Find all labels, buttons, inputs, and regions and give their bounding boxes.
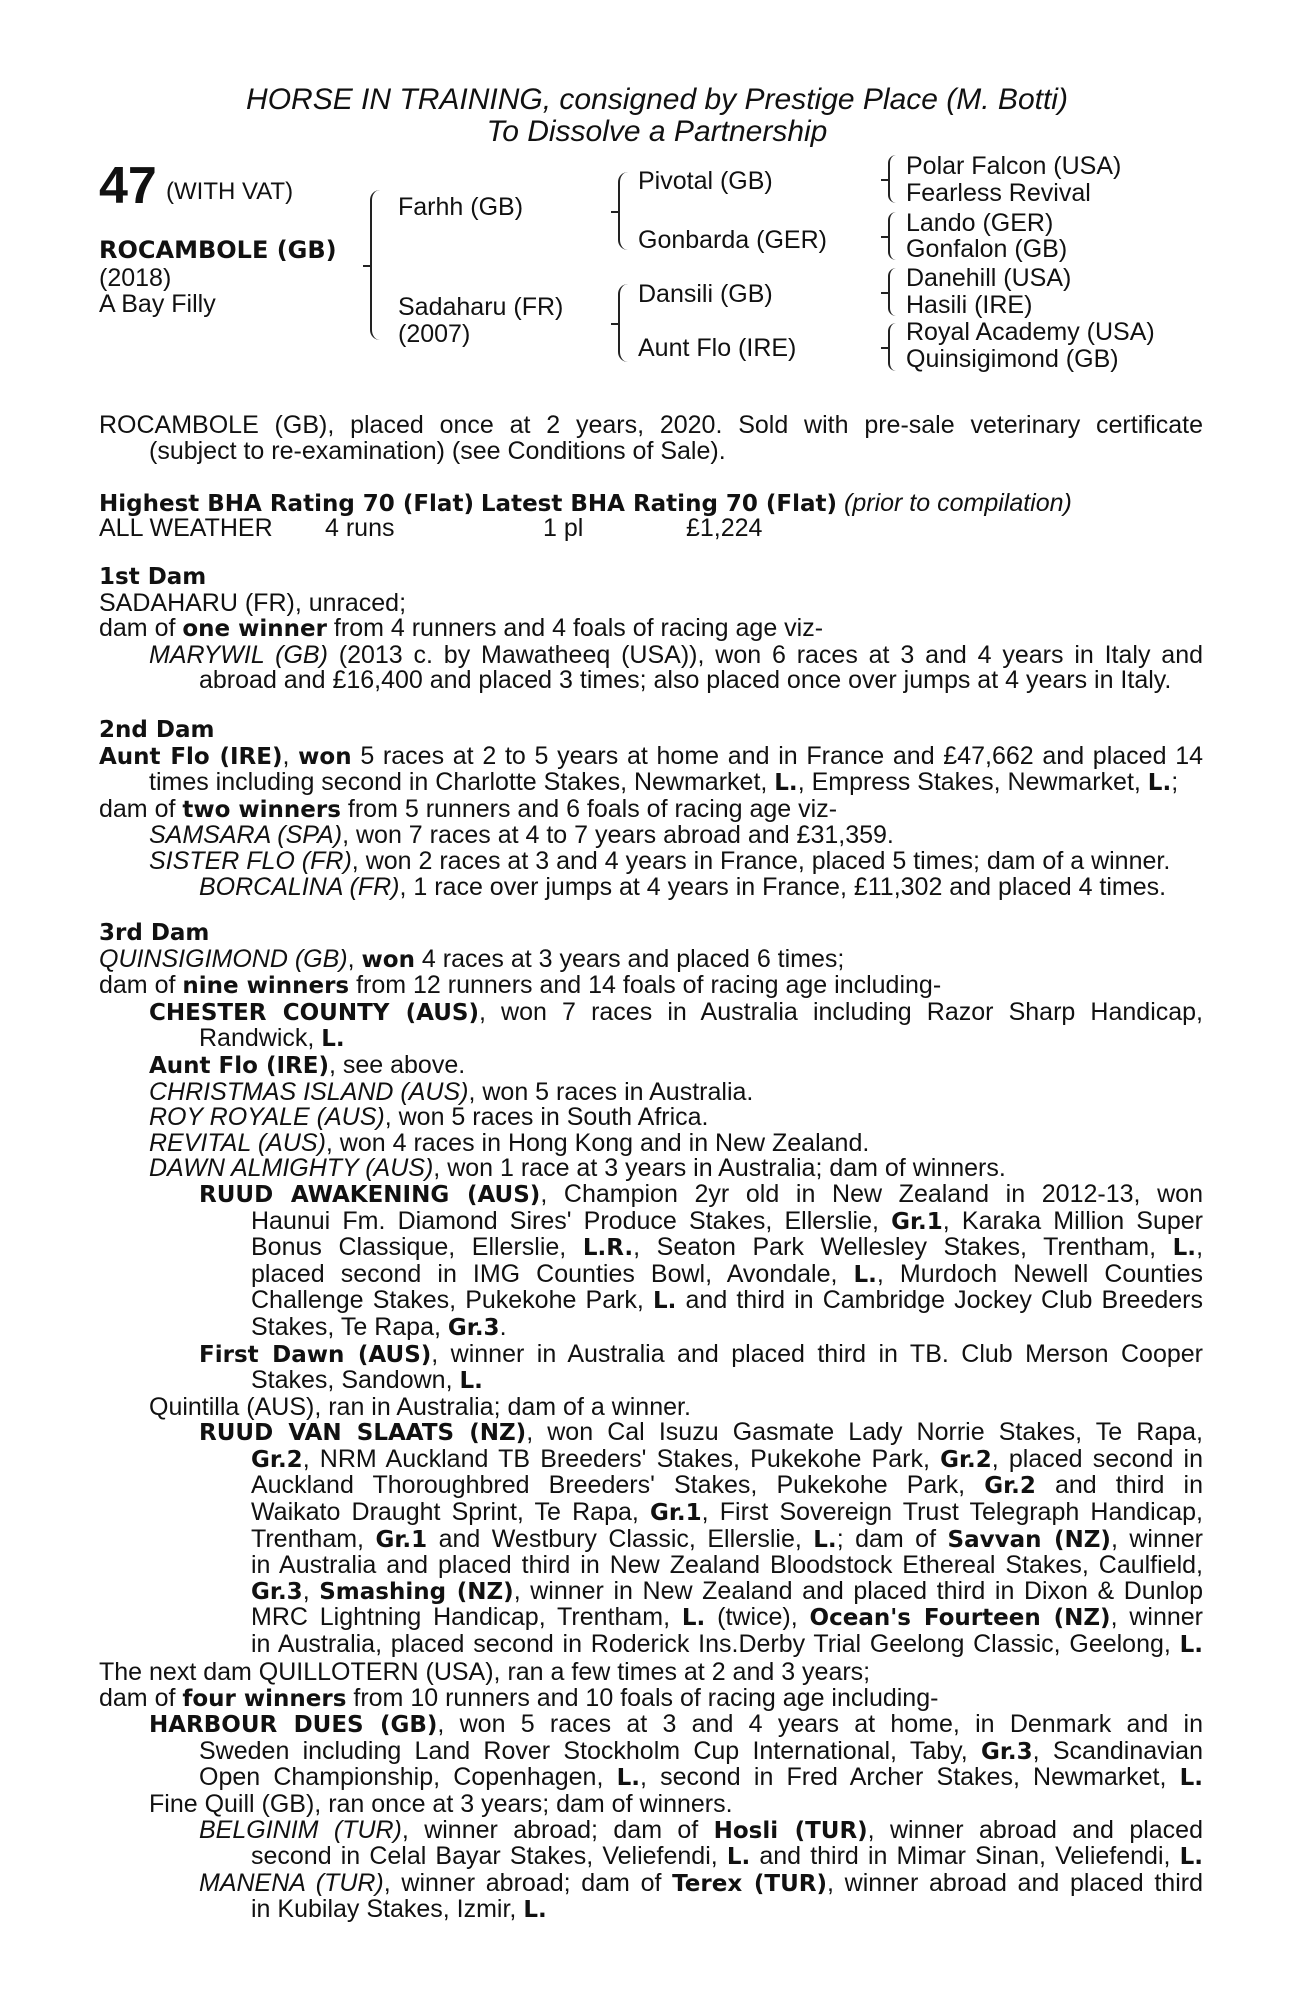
produce-line — [99, 1339, 1203, 1369]
text-run: , 1 race over jumps at 4 years in France, £11,302 and placed 4 times. — [399, 872, 1167, 901]
produce-line — [99, 1128, 1203, 1157]
text-run: REVITAL (AUS) — [149, 1128, 326, 1157]
produce-line — [99, 872, 1203, 901]
summary-line: (subject to re-examination) (see Conditions of Sale). — [149, 436, 726, 465]
rating-highest: Highest BHA Rating 70 (Flat) — [99, 491, 474, 517]
produce-line — [99, 997, 1203, 1027]
dam-line — [99, 770, 1203, 797]
text-run: (twice), — [705, 1603, 810, 1632]
pedigree-sire: Farhh (GB) — [398, 193, 524, 221]
text-run: , won 4 races in Hong Kong and in New Zealand. — [325, 1128, 870, 1157]
text-run: DAWN ALMIGHTY (AUS) — [149, 1154, 434, 1183]
text-run: L. — [1179, 1765, 1203, 1792]
third-dam-section — [99, 921, 1203, 1659]
text-run: from 12 runners and 14 foals of racing age including- — [349, 971, 942, 1000]
produce-line — [99, 1524, 1203, 1554]
text-run: L. — [1179, 1844, 1203, 1871]
pedigree-sds: Lando (GER) — [906, 209, 1054, 237]
pedigree-ssd: Fearless Revival — [906, 179, 1091, 207]
pedigree-dss: Danehill (USA) — [906, 264, 1072, 292]
performance-summary — [99, 413, 1203, 464]
produce-line — [99, 1712, 1203, 1739]
text-run: L.R. — [582, 1235, 634, 1262]
dam-line — [99, 794, 1203, 824]
text-run: and Westbury Classic, Ellerslie, — [427, 1524, 814, 1553]
text-run: , winner abroad and placed — [867, 1815, 1203, 1844]
pedigree-brace — [370, 190, 380, 340]
dam-line: The next dam QUILLOTERN (USA), ran a few times at 2 and 3 years; — [99, 1658, 871, 1686]
text-run: (2013 c. by Mawatheeq (USA)), won 6 races at 3 and 4 years in Italy and — [327, 640, 1203, 669]
text-run: Trentham, — [251, 1524, 376, 1553]
first-dam-section — [99, 565, 1203, 694]
text-run: nine winners — [182, 973, 350, 1000]
pedigree-brace — [888, 212, 896, 260]
text-run: L. — [853, 1261, 877, 1288]
text-run: , — [347, 944, 362, 973]
text-run: Terex (TUR) — [672, 1870, 828, 1897]
text-run: Gr.3 — [980, 1738, 1033, 1765]
produce-line — [99, 1500, 1203, 1527]
pedigree-brace — [888, 268, 896, 316]
text-run: , won 7 races in Australia including Razor Sharp Handicap, — [478, 997, 1203, 1026]
text-run: Hosli (TUR) — [713, 1817, 868, 1844]
text-run: SISTER FLO (FR) — [149, 846, 352, 875]
produce-line — [99, 1576, 1203, 1606]
produce-line: Quintilla (AUS), ran in Australia; dam of a winner. — [149, 1392, 691, 1421]
produce-line — [99, 1235, 1203, 1262]
produce-line — [99, 1473, 1203, 1500]
produce-line — [99, 1312, 1203, 1342]
text-run: second in Celal Bayar Stakes, Veliefendi, — [251, 1842, 727, 1871]
produce-line — [99, 1632, 1203, 1659]
produce-line — [99, 1605, 1203, 1632]
produce-line — [99, 1868, 1203, 1898]
text-run: Stakes, Sandown, — [251, 1366, 460, 1395]
text-run: MRC Lightning Handicap, Trentham, — [251, 1603, 682, 1632]
text-run: RUUD VAN SLAATS (NZ) — [199, 1420, 527, 1447]
pedigree-brace — [618, 172, 628, 250]
dam-line — [99, 741, 1203, 771]
record-placed: 1 pl — [543, 514, 584, 542]
text-run: from 10 runners and 10 foals of racing age including- — [346, 1683, 939, 1712]
pedigree-dam-sire: Dansili (GB) — [638, 280, 773, 308]
text-run: , winner in New Zealand and placed third in Dixon & Dunlop — [513, 1576, 1203, 1605]
pedigree-brace — [618, 284, 628, 362]
text-run: Ocean's Fourteen (NZ) — [809, 1605, 1111, 1632]
text-run: , won 5 races in South Africa. — [384, 1103, 709, 1132]
text-run: L. — [616, 1765, 640, 1792]
text-run: , First Sovereign Trust Telegraph Handicap, — [701, 1498, 1203, 1527]
produce-line — [99, 1736, 1203, 1766]
horse-name: ROCAMBOLE (GB) — [99, 236, 337, 264]
text-run: Savvan (NZ) — [947, 1526, 1111, 1553]
lot-number: 47 — [99, 157, 157, 215]
text-run: , winner abroad and placed third — [827, 1868, 1203, 1897]
produce-line: in Australia and placed third in New Zealand Bloodstock Ethereal Stakes, Caulfield, — [251, 1551, 1203, 1580]
pedigree-sire-sire: Pivotal (GB) — [638, 167, 773, 195]
text-run: from 4 runners and 4 foals of racing age viz- — [326, 614, 824, 643]
text-run: SAMSARA (SPA) — [149, 821, 343, 850]
text-run: Haunui Fm. Diamond Sires' Produce Stakes, Ellerslie, — [251, 1206, 892, 1235]
produce-line — [99, 1815, 1203, 1845]
pedigree-sss: Polar Falcon (USA) — [906, 152, 1122, 180]
text-run: dam of — [99, 1683, 183, 1712]
text-run: L. — [1147, 770, 1172, 797]
lot-vat-note: (WITH VAT) — [166, 178, 294, 205]
text-run: , won 2 races at 3 and 4 years in France, placed 5 times; dam of a winner. — [351, 846, 1171, 875]
text-run: L. — [653, 1288, 677, 1315]
produce-line — [99, 1050, 1203, 1080]
dam-line — [99, 1683, 1203, 1713]
text-run: from 5 runners and 6 foals of racing age viz- — [340, 794, 838, 823]
pedigree-dds: Royal Academy (USA) — [906, 318, 1155, 346]
record-earnings: £1,224 — [686, 514, 763, 542]
text-run: Randwick, — [199, 1024, 322, 1053]
text-run: Gr.3 — [447, 1314, 500, 1341]
text-run: Gr.2 — [984, 1473, 1036, 1500]
pedigree-sire-dam: Gonbarda (GER) — [638, 226, 827, 254]
text-run: Sweden including Land Rover Stockholm Cup International, Taby, — [199, 1736, 981, 1765]
rating-latest: Latest BHA Rating 70 (Flat) — [480, 491, 838, 517]
text-run: , won Cal Isuzu Gasmate Lady Norrie Stakes, Te Rapa, — [526, 1418, 1203, 1447]
record-runs: 4 runs — [325, 514, 395, 542]
text-run: and third in — [1035, 1471, 1203, 1500]
text-run: Auckland Thoroughbred Breeders' Stakes, Pukekohe Park, — [251, 1471, 985, 1500]
text-run: and third in Cambridge Jockey Club Breeders — [676, 1286, 1203, 1315]
text-run: dam of — [99, 794, 183, 823]
text-run: L. — [774, 770, 798, 797]
produce-line — [99, 1444, 1203, 1474]
text-run: MARYWIL (GB) — [149, 640, 328, 669]
page-header-subtitle: To Dissolve a Partnership — [486, 115, 828, 148]
text-run: , winner — [1110, 1603, 1203, 1632]
text-run: in Australia, placed second in Roderick Ins.Derby Trial Geelong Classic, Geelong, — [251, 1630, 1180, 1659]
produce-line: abroad and £16,400 and placed 3 times; also placed once over jumps at 4 years in Italy. — [199, 666, 1172, 695]
produce-line — [99, 1844, 1203, 1871]
text-run: Gr.2 — [940, 1446, 992, 1473]
text-run: Waikato Draught Sprint, Te Rapa, — [251, 1498, 650, 1527]
text-run: . — [499, 1312, 507, 1341]
text-run: Bonus Classique, Ellerslie, — [251, 1233, 583, 1262]
text-run: L. — [523, 1897, 547, 1924]
pedigree-brace — [888, 323, 896, 371]
produce-line — [99, 1077, 1203, 1106]
text-run: CHRISTMAS ISLAND (AUS) — [149, 1077, 469, 1106]
section-heading: 3rd Dam — [99, 920, 210, 946]
text-run: Gr.1 — [649, 1500, 702, 1527]
text-run: L. — [1179, 1632, 1203, 1659]
text-run: Challenge Stakes, Pukekohe Park, — [251, 1286, 653, 1315]
text-run: , winner abroad; dam of — [401, 1815, 714, 1844]
text-run: , winner abroad; dam of — [383, 1868, 673, 1897]
produce-line — [99, 1420, 1203, 1447]
text-run: , won 7 races at 4 to 7 years abroad and £31,359. — [342, 821, 894, 850]
text-run: , won 5 races at 3 and 4 years at home, in Denmark and in — [437, 1710, 1203, 1739]
produce-line — [99, 1105, 1203, 1131]
text-run: , won 1 race at 3 years in Australia; dam of winners. — [433, 1154, 1006, 1183]
text-run: Gr.2 — [251, 1446, 303, 1473]
produce-line: Fine Quill (GB), ran once at 3 years; dam of winners. — [149, 1789, 733, 1818]
produce-line — [99, 846, 1203, 875]
produce-line — [99, 1897, 1203, 1924]
text-run: , NRM Auckland TB Breeders' Stakes, Pukekohe Park, — [302, 1444, 941, 1473]
pedigree-sdd: Gonfalon (GB) — [906, 235, 1068, 263]
text-run: Gr.1 — [891, 1208, 943, 1235]
pedigree-dam-dam: Aunt Flo (IRE) — [638, 334, 797, 362]
text-run: , Champion 2yr old in New Zealand in 2012-13, won — [540, 1179, 1203, 1208]
text-run: HARBOUR DUES (GB) — [149, 1712, 438, 1739]
produce-line — [99, 1026, 1203, 1053]
text-run: , — [1196, 1233, 1204, 1262]
text-run: , second in Fred Archer Stakes, Newmarket, — [639, 1763, 1180, 1792]
pedigree-ddd: Quinsigimond (GB) — [906, 345, 1119, 373]
text-run: won — [361, 946, 415, 973]
text-run: , Murdoch Newell Counties — [876, 1259, 1203, 1288]
text-run: 5 races at 2 to 5 years at home and in France and £47,662 and placed 14 — [351, 741, 1203, 770]
text-run: Smashing (NZ) — [319, 1578, 514, 1605]
pedigree-dsd: Hasili (IRE) — [906, 291, 1033, 319]
text-run: BORCALINA (FR) — [199, 872, 400, 901]
text-run: L. — [321, 1026, 345, 1053]
dam-line — [99, 973, 1203, 1000]
text-run: 4 races at 3 years and placed 6 times; — [414, 944, 845, 973]
text-run: , placed second in — [991, 1444, 1203, 1473]
produce-line — [99, 1179, 1203, 1209]
text-run: dam of — [99, 971, 183, 1000]
text-run: in Kubilay Stakes, Izmir, — [251, 1895, 524, 1924]
text-run: won — [298, 743, 352, 770]
dam-line: SADAHARU (FR), unraced; — [99, 588, 407, 617]
horse-description: A Bay Filly — [99, 290, 216, 318]
text-run: , — [282, 741, 299, 770]
text-run: QUINSIGIMOND (GB) — [99, 944, 348, 973]
section-heading: 1st Dam — [99, 564, 207, 590]
produce-line — [99, 1156, 1203, 1182]
text-run: Stakes, Te Rapa, — [251, 1312, 448, 1341]
text-run: one winner — [182, 616, 327, 643]
text-run: L. — [681, 1605, 706, 1632]
produce-line — [99, 640, 1203, 669]
section-heading: 2nd Dam — [99, 717, 215, 743]
text-run: ; — [1171, 768, 1179, 797]
text-run: Gr.1 — [375, 1526, 428, 1553]
produce-line — [99, 1288, 1203, 1315]
dam-line — [99, 944, 1203, 974]
rating-note: (prior to compilation) — [844, 489, 1072, 517]
text-run: , winner — [1110, 1524, 1203, 1553]
text-run: four winners — [182, 1685, 347, 1712]
produce-line — [99, 823, 1203, 849]
produce-line — [99, 1765, 1203, 1792]
text-run: MANENA (TUR) — [199, 1868, 384, 1897]
text-run: Gr.3 — [251, 1578, 303, 1605]
foaling-year: (2018) — [99, 264, 172, 292]
text-run: ROY ROYALE (AUS) — [149, 1103, 385, 1132]
text-run: L. — [813, 1526, 837, 1553]
pedigree-brace — [888, 155, 896, 203]
text-run: ; dam of — [836, 1524, 948, 1553]
text-run: dam of — [99, 614, 183, 643]
produce-line — [99, 1368, 1203, 1395]
record-surface: ALL WEATHER — [99, 514, 273, 542]
text-run: , Karaka Million Super — [942, 1206, 1203, 1235]
text-run: Aunt Flo (IRE) — [149, 1052, 329, 1079]
text-run: , Scandinavian — [1032, 1736, 1203, 1765]
text-run: , see above. — [328, 1050, 466, 1079]
text-run: L. — [726, 1844, 751, 1871]
second-dam-section — [99, 718, 1203, 900]
text-run: , winner in Australia and placed third in TB. Club Merson Cooper — [431, 1339, 1203, 1368]
pedigree-dam: Sadaharu (FR) — [398, 293, 564, 321]
text-run: CHESTER COUNTY (AUS) — [149, 999, 479, 1026]
text-run: , — [302, 1576, 320, 1605]
text-run: Aunt Flo (IRE) — [99, 743, 283, 770]
dam-line — [99, 616, 1203, 643]
summary-line: ROCAMBOLE (GB), placed once at 2 years, 2020. Sold with pre-sale veterinary certificate — [99, 411, 1203, 439]
text-run: RUUD AWAKENING (AUS) — [199, 1181, 541, 1208]
page-header-title: HORSE IN TRAINING, consigned by Prestige Place (M. Botti) — [246, 83, 1068, 116]
produce-line — [99, 1206, 1203, 1236]
text-run: , Seaton Park Wellesley Stakes, Trentham, — [633, 1233, 1173, 1262]
text-run: Open Championship, Copenhagen, — [199, 1763, 617, 1792]
next-dam-section — [99, 1660, 1203, 1924]
text-run: times including second in Charlotte Stakes, Newmarket, — [149, 768, 775, 797]
text-run: two winners — [182, 796, 341, 823]
text-run: BELGINIM (TUR) — [199, 1815, 402, 1844]
pedigree-dam-year: (2007) — [398, 320, 471, 348]
text-run: L. — [459, 1368, 483, 1395]
text-run: placed second in IMG Counties Bowl, Avondale, — [251, 1259, 854, 1288]
text-run: , Empress Stakes, Newmarket, — [797, 768, 1148, 797]
text-run: , won 5 races in Australia. — [468, 1077, 754, 1106]
text-run: First Dawn (AUS) — [199, 1341, 432, 1368]
produce-line — [99, 1259, 1203, 1289]
text-run: and third in Mimar Sinan, Veliefendi, — [750, 1842, 1180, 1871]
text-run: L. — [1172, 1235, 1197, 1262]
